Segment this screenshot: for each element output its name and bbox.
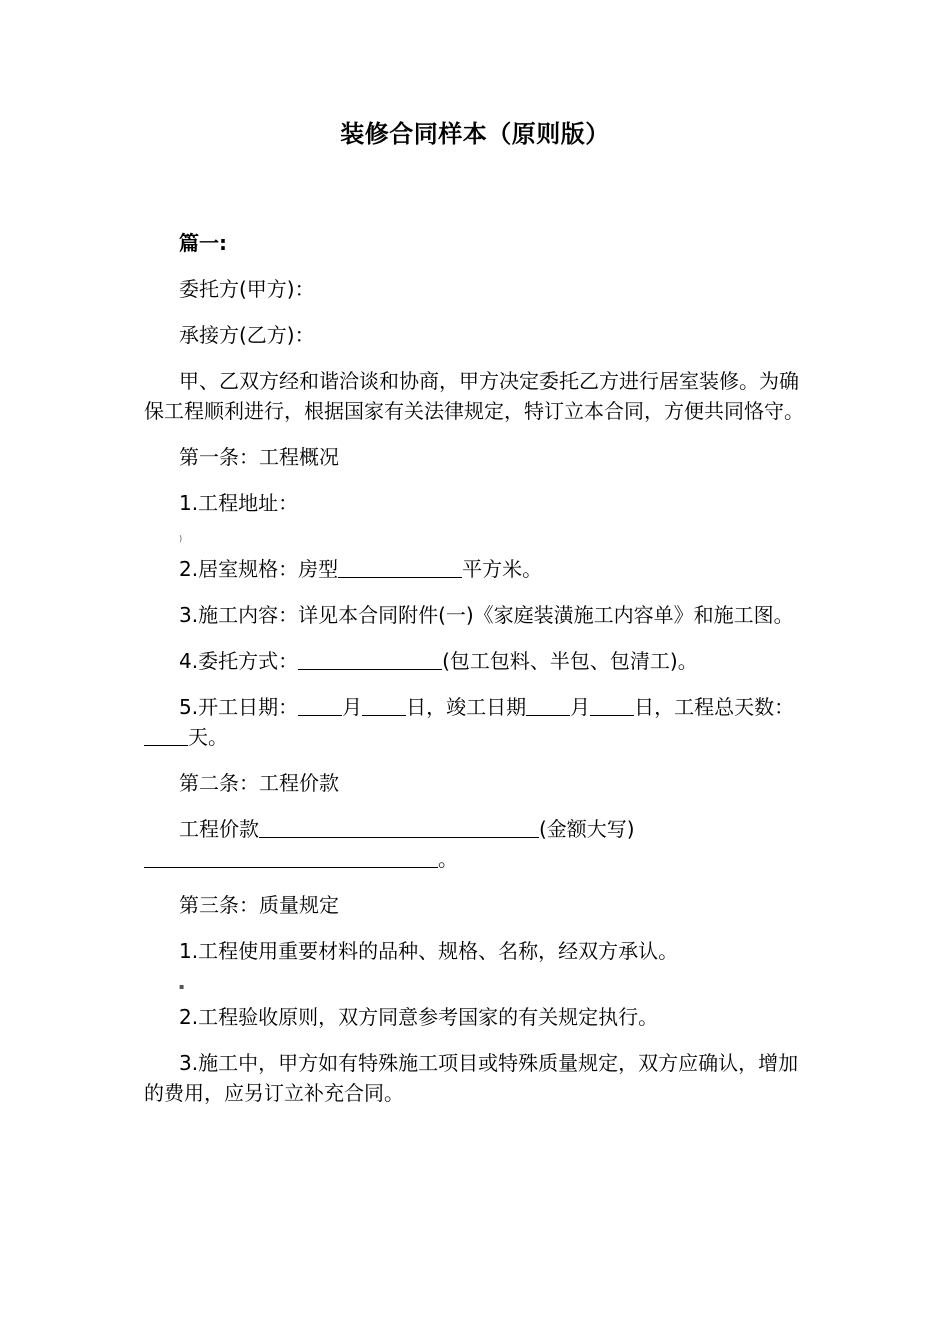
item-1-4-suffix: (包工包料、半包、包清工)。: [442, 649, 698, 673]
section-heading: 篇一:: [179, 231, 227, 255]
finish-day-blank: [590, 693, 634, 716]
item-3-3: 3.施工中，甲方如有特殊施工项目或特殊质量规定，双方应确认，增加的费用，应另订立补充合同。: [144, 1051, 799, 1105]
item-1-5-month-label: 月: [342, 695, 363, 719]
item-1-5-month-label-2: 月: [570, 695, 591, 719]
article-2-heading: 第二条：工程价款: [179, 771, 339, 795]
item-1-5: [144, 692, 806, 752]
price-paragraph: [144, 814, 806, 874]
party-a-line: 委托方(甲方)：: [179, 277, 315, 301]
item-1-4-prefix: 4.委托方式：: [179, 649, 299, 673]
item-1-4: [144, 646, 806, 676]
total-days-blank: [144, 723, 188, 746]
item-1-2: [144, 554, 806, 584]
intro-paragraph: 甲、乙双方经和谐洽谈和协商，甲方决定委托乙方进行居室装修。为确保工程顺利进行，根据国家有关法律规定，特订立本合同，方便共同恪守。: [144, 369, 804, 423]
article-3-heading: 第三条：质量规定: [179, 893, 339, 917]
list-marker-2: ▪: [179, 982, 185, 991]
item-3-2: 2.工程验收原则，双方同意参考国家的有关规定执行。: [179, 1005, 659, 1029]
price-suffix: 。: [438, 847, 458, 871]
article-1-heading: 第一条：工程概况: [179, 445, 339, 469]
price-prefix: 工程价款: [179, 817, 259, 841]
item-1-5-start-label: 5.开工日期：: [179, 695, 299, 719]
room-size-blank: [338, 555, 462, 578]
document-title: 装修合同样本（原则版）: [340, 120, 610, 148]
item-1-2-suffix: 平方米。: [462, 557, 543, 581]
item-1-3: 3.施工内容：详见本合同附件(一)《家庭装潢施工内容单》和施工图。: [179, 603, 794, 627]
contract-mode-blank: [298, 647, 442, 670]
start-month-blank: [298, 693, 342, 716]
item-1-5-total-label: 日，工程总天数：: [634, 695, 795, 719]
start-day-blank: [362, 693, 406, 716]
document-body: [144, 228, 806, 1108]
item-1-5-finish-label: 日，竣工日期: [406, 695, 527, 719]
finish-month-blank: [526, 693, 570, 716]
item-1-1: 1.工程地址：: [179, 491, 299, 515]
price-blank: [259, 815, 539, 838]
item-1-5-days-label: 天。: [188, 725, 228, 749]
price-words-blank: [144, 845, 438, 868]
price-middle: (金额大写): [539, 817, 635, 841]
party-b-line: 承接方(乙方)：: [179, 323, 315, 347]
item-1-2-prefix: 2.居室规格：房型: [179, 557, 339, 581]
list-marker: ): [179, 534, 183, 543]
item-3-1: 1.工程使用重要材料的品种、规格、名称，经双方承认。: [179, 939, 679, 963]
